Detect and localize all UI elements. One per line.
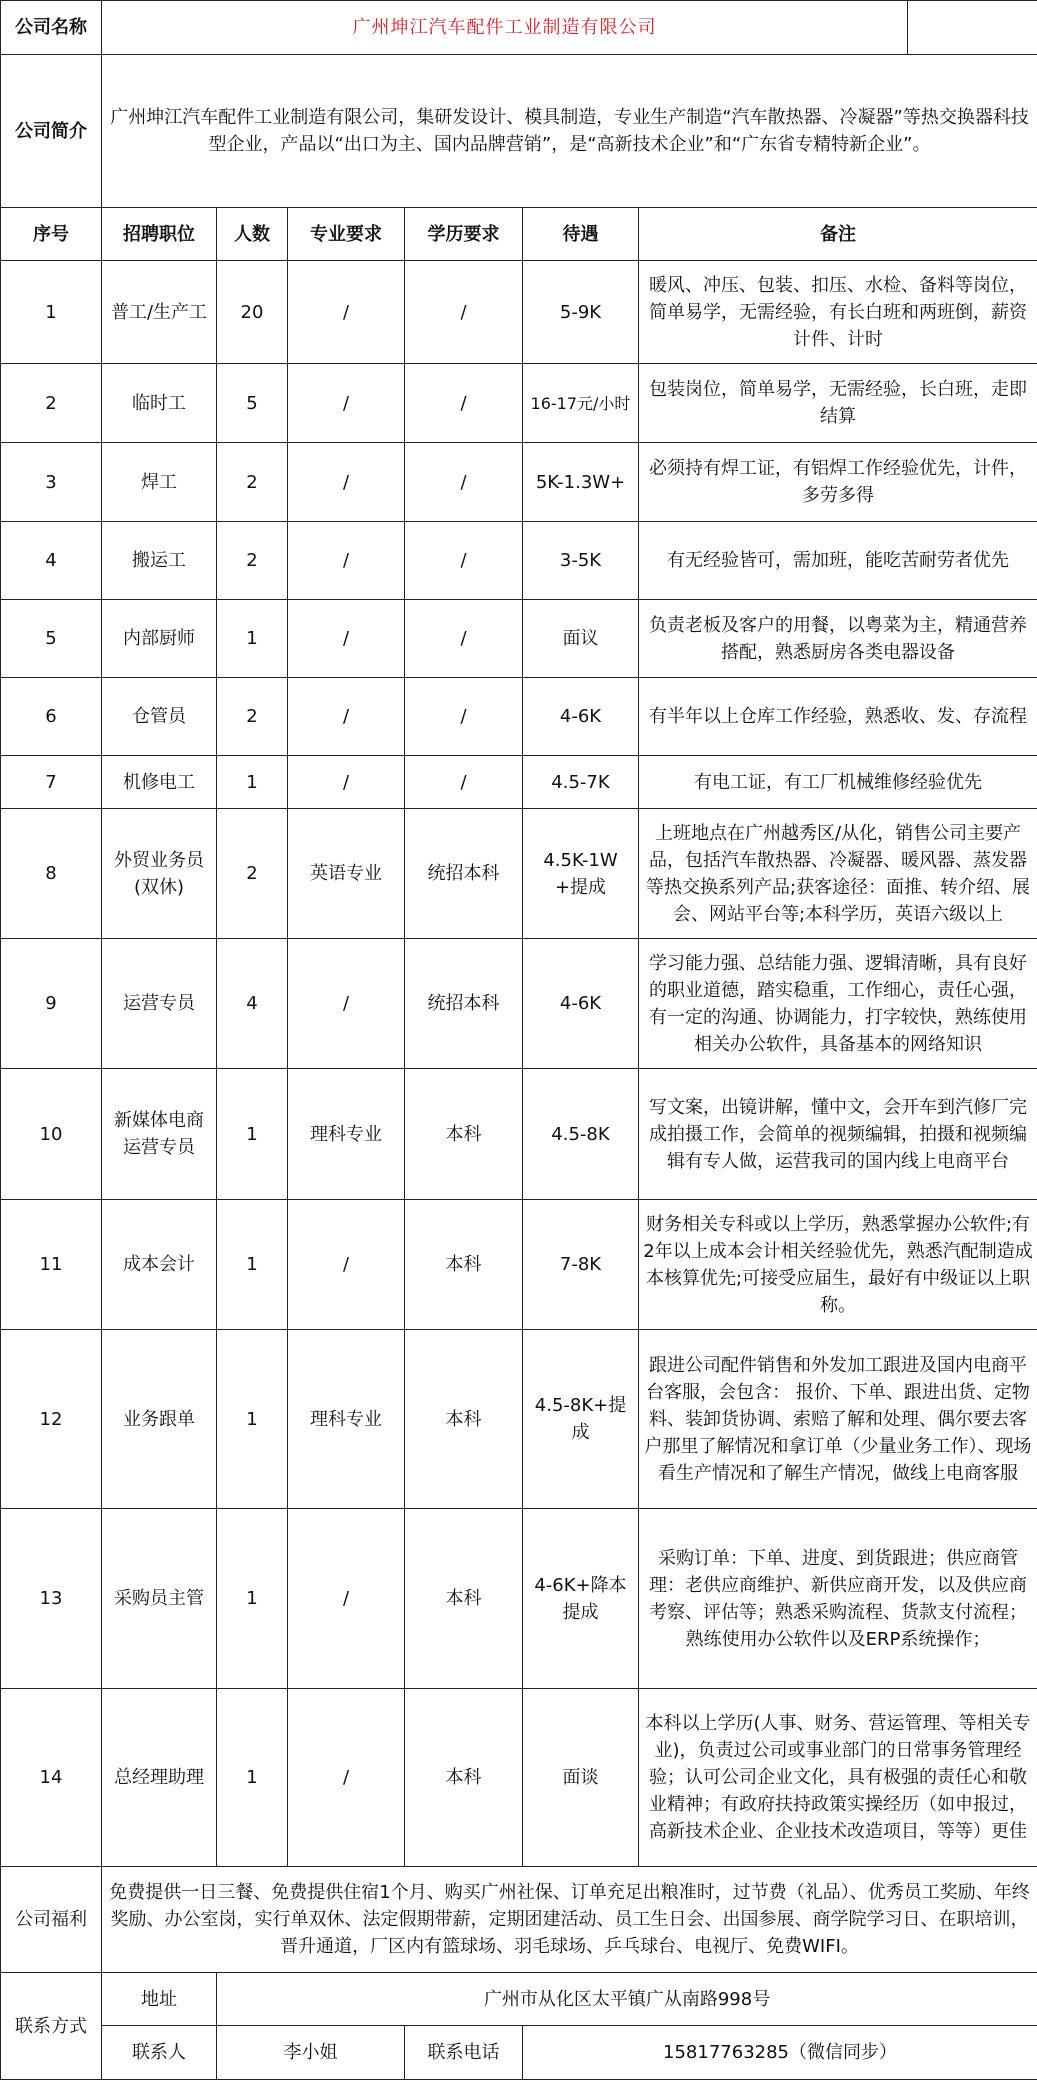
row-count: 5 [217,364,288,443]
row-note: 有无经验皆可，需加班，能吃苦耐劳者优先 [639,522,1037,600]
header-major: 专业要求 [288,208,405,261]
row-position: 成本会计 [102,1200,217,1330]
row-note: 采购订单：下单、进度、到货跟进；供应商管理：老供应商维护、新供应商开发，以及供应商考察、评估等；熟悉采购流程、货款支付流程；熟练使用办公软件以及ERP系统操作； [639,1509,1037,1689]
table-row [1,261,1037,364]
table-row [1,1200,1037,1330]
row-education: 本科 [405,1200,523,1330]
row-education: / [405,678,523,756]
row-education: / [405,756,523,809]
row-count: 2 [217,522,288,600]
row-pay: 4.5-8K+提成 [523,1330,639,1509]
row-no: 1 [1,261,102,364]
row-major: / [288,678,405,756]
header-position: 招聘职位 [102,208,217,261]
row-position: 业务跟单 [102,1330,217,1509]
row-note: 必须持有焊工证，有铝焊工作经验优先，计件，多劳多得 [639,443,1037,522]
row-count: 1 [217,756,288,809]
row-no: 13 [1,1509,102,1689]
table-row [1,1069,1037,1200]
empty-corner-cell [908,1,1037,55]
contact-person-row [1,2026,1037,2080]
table-row [1,939,1037,1069]
header-education: 学历要求 [405,208,523,261]
row-position: 搬运工 [102,522,217,600]
phone-value: 15817763285（微信同步） [523,2026,1037,2080]
row-major: / [288,1509,405,1689]
row-major: 理科专业 [288,1069,405,1200]
row-no: 12 [1,1330,102,1509]
row-count: 1 [217,1330,288,1509]
contact-person-label: 联系人 [102,2026,217,2080]
company-intro: 广州坤江汽车配件工业制造有限公司，集研发设计、模具制造，专业生产制造“汽车散热器、冷凝器”等热交换器科技型企业，产品以“出口为主、国内品牌营销”，是“高新技术企业”和“广东省专精特新企业”。 [102,55,1037,208]
row-pay: 7-8K [523,1200,639,1330]
table-row [1,443,1037,522]
row-pay: 4-6K [523,678,639,756]
row-education: 本科 [405,1069,523,1200]
row-no: 9 [1,939,102,1069]
row-no: 5 [1,600,102,678]
table-row [1,1689,1037,1867]
table-row [1,809,1037,939]
table-row [1,1330,1037,1509]
table-row [1,364,1037,443]
row-major: / [288,939,405,1069]
benefits-label: 公司福利 [1,1867,102,1973]
row-major: / [288,364,405,443]
row-pay: 3-5K [523,522,639,600]
address-row [1,1973,1037,2026]
table-row [1,522,1037,600]
row-major: / [288,261,405,364]
row-education: / [405,443,523,522]
header-count: 人数 [217,208,288,261]
row-position: 普工/生产工 [102,261,217,364]
company-name: 广州坤江汽车配件工业制造有限公司 [102,1,908,55]
row-major: / [288,756,405,809]
row-major: / [288,443,405,522]
row-pay: 4-6K [523,939,639,1069]
row-no: 7 [1,756,102,809]
row-position: 外贸业务员(双休) [102,809,217,939]
row-major: 英语专业 [288,809,405,939]
row-no: 8 [1,809,102,939]
row-note: 财务相关专科或以上学历，熟悉掌握办公软件;有2年以上成本会计相关经验优先，熟悉汽配制造成本核算优先;可接受应届生，最好有中级证以上职称。 [639,1200,1037,1330]
row-note: 跟进公司配件销售和外发加工跟进及国内电商平台客服，会包含： 报价、下单、跟进出货、定物料、装卸货协调、索赔了解和处理、偶尔要去客户那里了解情况和拿订单（少量业务工作）、现场看生产情况和了解生产情况，做线上电商客服 [639,1330,1037,1509]
row-no: 2 [1,364,102,443]
header-no: 序号 [1,208,102,261]
row-major: 理科专业 [288,1330,405,1509]
company-intro-row [1,55,1037,208]
row-position: 总经理助理 [102,1689,217,1867]
row-note: 上班地点在广州越秀区/从化，销售公司主要产品，包括汽车散热器、冷凝器、暖风器、蒸发器等热交换系列产品;获客途径：面推、转介绍、展会、网站平台等;本科学历，英语六级以上 [639,809,1037,939]
table-row [1,678,1037,756]
company-name-label: 公司名称 [1,1,102,55]
row-education: 统招本科 [405,809,523,939]
row-no: 10 [1,1069,102,1200]
row-note: 学习能力强、总结能力强、逻辑清晰，具有良好的职业道德，踏实稳重，工作细心，责任心强，有一定的沟通、协调能力，打字较快，熟练使用相关办公软件，具备基本的网络知识 [639,939,1037,1069]
row-education: 本科 [405,1689,523,1867]
table-row [1,600,1037,678]
row-pay: 5K-1.3W+ [523,443,639,522]
row-no: 6 [1,678,102,756]
row-note: 暖风、冲压、包装、扣压、水检、备料等岗位，简单易学，无需经验，有长白班和两班倒，薪资计件、计时 [639,261,1037,364]
row-no: 4 [1,522,102,600]
row-count: 1 [217,1200,288,1330]
company-name-row [1,1,1037,55]
row-pay: 4.5-8K [523,1069,639,1200]
row-major: / [288,600,405,678]
row-major: / [288,1689,405,1867]
row-no: 11 [1,1200,102,1330]
row-position: 仓管员 [102,678,217,756]
row-pay: 16-17元/小时 [523,364,639,443]
row-major: / [288,522,405,600]
row-count: 2 [217,443,288,522]
row-education: / [405,522,523,600]
benefits-text: 免费提供一日三餐、免费提供住宿1个月、购买广州社保、订单充足出粮准时，过节费（礼品）、优秀员工奖励、年终奖励、办公室岗，实行单双休、法定假期带薪，定期团建活动、员工生日会、出国参展、商学院学习日、在职培训，晋升通道，厂区内有篮球场、羽毛球场、乒乓球台、电视厅、免费WIFI。 [102,1867,1037,1973]
row-major: / [288,1200,405,1330]
row-pay: 4.5K-1W+提成 [523,809,639,939]
row-count: 2 [217,678,288,756]
row-position: 焊工 [102,443,217,522]
address-value: 广州市从化区太平镇广从南路998号 [217,1973,1037,2026]
row-position: 临时工 [102,364,217,443]
row-pay: 面议 [523,600,639,678]
row-count: 1 [217,1689,288,1867]
row-pay: 4-6K+降本提成 [523,1509,639,1689]
phone-label: 联系电话 [405,2026,523,2080]
row-position: 运营专员 [102,939,217,1069]
address-label: 地址 [102,1973,217,2026]
row-count: 4 [217,939,288,1069]
row-note: 本科以上学历(人事、财务、营运管理、等相关专业)，负责过公司或事业部门的日常事务管理经验；认可公司企业文化，具有极强的责任心和敬业精神；有政府扶持政策实操经历（如申报过，高新技术企业、企业技术改造项目，等等）更佳 [639,1689,1037,1867]
row-position: 机修电工 [102,756,217,809]
row-count: 20 [217,261,288,364]
row-count: 1 [217,1509,288,1689]
row-education: 统招本科 [405,939,523,1069]
row-education: / [405,364,523,443]
row-position: 新媒体电商运营专员 [102,1069,217,1200]
row-count: 2 [217,809,288,939]
table-header-row [1,208,1037,261]
company-intro-label: 公司简介 [1,55,102,208]
row-pay: 4.5-7K [523,756,639,809]
table-row [1,756,1037,809]
benefits-row [1,1867,1037,1973]
row-education: / [405,600,523,678]
header-note: 备注 [639,208,1037,261]
row-count: 1 [217,600,288,678]
row-position: 采购员主管 [102,1509,217,1689]
contact-person-value: 李小姐 [217,2026,405,2080]
row-no: 3 [1,443,102,522]
row-pay: 面谈 [523,1689,639,1867]
row-note: 写文案，出镜讲解，懂中文，会开车到汽修厂完成拍摄工作，会简单的视频编辑，拍摄和视频编辑有专人做，运营我司的国内线上电商平台 [639,1069,1037,1200]
row-no: 14 [1,1689,102,1867]
row-note: 包装岗位，简单易学，无需经验，长白班，走即结算 [639,364,1037,443]
row-education: 本科 [405,1330,523,1509]
row-note: 有电工证，有工厂机械维修经验优先 [639,756,1037,809]
row-note: 负责老板及客户的用餐，以粤菜为主，精通营养搭配，熟悉厨房各类电器设备 [639,600,1037,678]
row-position: 内部厨师 [102,600,217,678]
row-pay: 5-9K [523,261,639,364]
row-education: / [405,261,523,364]
row-education: 本科 [405,1509,523,1689]
table-row [1,1509,1037,1689]
contact-label: 联系方式 [1,1973,102,2080]
row-note: 有半年以上仓库工作经验，熟悉收、发、存流程 [639,678,1037,756]
header-pay: 待遇 [523,208,639,261]
row-count: 1 [217,1069,288,1200]
